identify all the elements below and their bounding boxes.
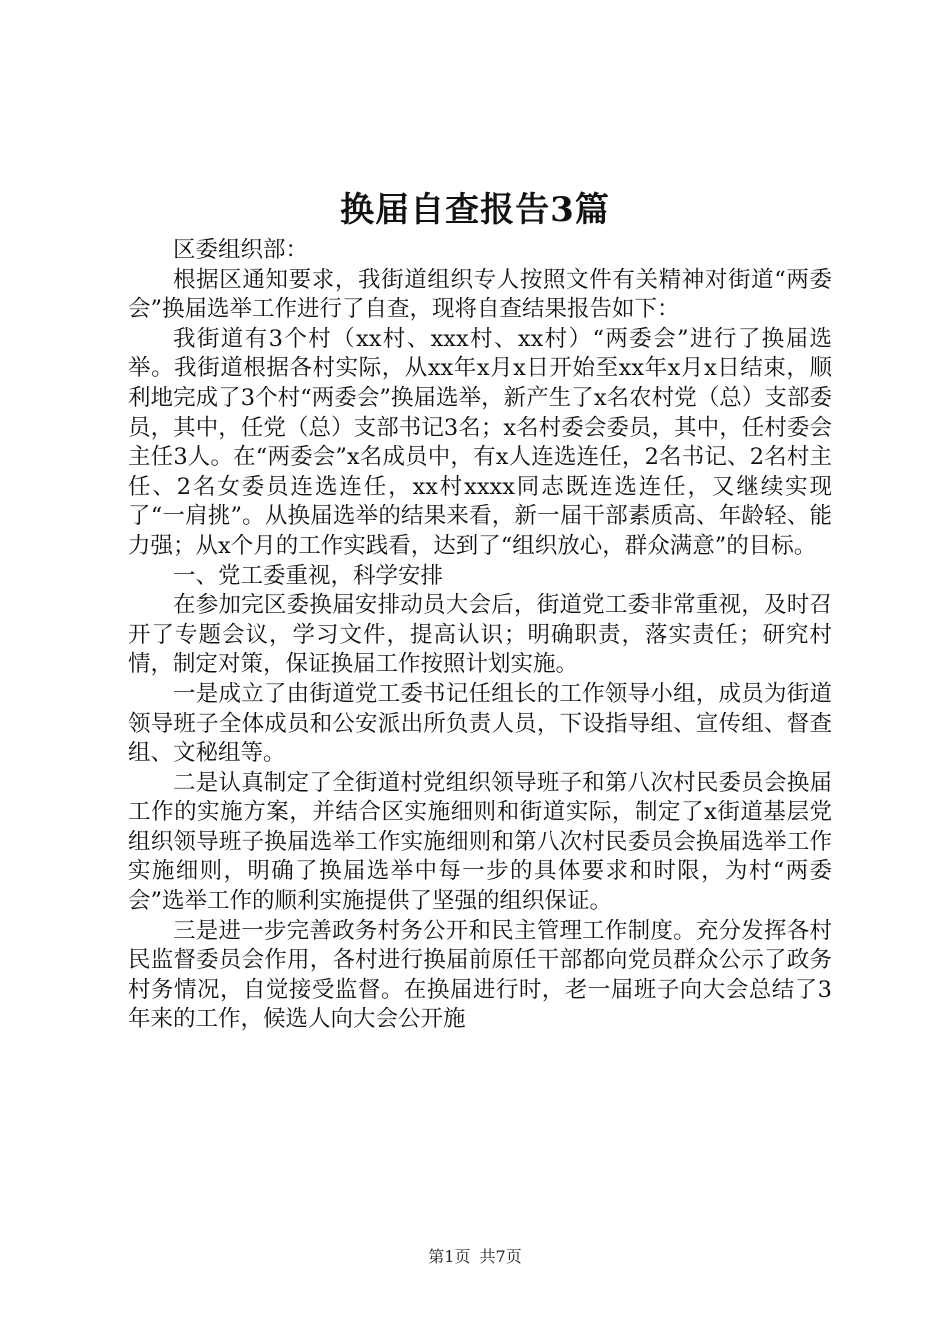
page-footer <box>0 1244 950 1267</box>
document-body <box>128 236 832 1035</box>
page-total: 共7页 <box>479 1247 522 1266</box>
section-heading-1: 一、党工委重视，科学安排 <box>173 562 444 589</box>
document-title: 换届自查报告3篇 <box>340 190 610 230</box>
paragraph-intro: 根据区通知要求，我街道组织专人按照文件有关精神对街道“两委会”换届选举工作进行了自查，现将自查结果报告如下： <box>128 266 832 323</box>
salutation: 区委组织部： <box>173 237 309 263</box>
paragraph-overview: 我街道有3个村（xx村、xxx村、xx村）“两委会”进行了换届选举。我街道根据各村实际，从xx年x月x日开始至xx年x月x日结束，顺利地完成了3个村“两委会”换届选举，新产生了x名农村党（总）支部委员，其中，任党（总）支部书记3名；x名村委会委员，其中，任村委会主任3人。在“两委会”x名成员中，有x人连选连任，2名书记、2名村主任、2名女委员连选连任，xx村xxxx同志既连选连任，又继续实现了“一肩挑”。从换届选举的结果来看，新一届干部素质高、年龄轻、能力强；从x个月的工作实践看，达到了“组织放心，群众满意”的目标。 <box>128 325 832 559</box>
paragraph-item-3: 三是进一步完善政务村务公开和民主管理工作制度。充分发挥各村民监督委员会作用，各村进行换届前原任干部都向党员群众公示了政务村务情况，自觉接受监督。在换届进行时，老一届班子向大会总结了3年来的工作，候选人向大会公开施 <box>128 917 832 1033</box>
paragraph-section-1: 在参加完区委换届安排动员大会后，街道党工委非常重视，及时召开了专题会议，学习文件，提高认识；明确职责，落实责任；研究村情，制定对策，保证换届工作按照计划实施。 <box>128 592 832 678</box>
paragraph-item-1: 一是成立了由街道党工委书记任组长的工作领导小组，成员为街道领导班子全体成员和公安派出所负责人员，下设指导组、宣传组、督查组、文秘组等。 <box>128 680 832 767</box>
paragraph-item-2: 二是认真制定了全街道村党组织领导班子和第八次村民委员会换届工作的实施方案，并结合区实施细则和街道实际，制定了x街道基层党组织领导班子换届选举工作实施细则和第八次村民委员会换届选举工作实施细则，明确了换届选举中每一步的具体要求和时限，为村“两委会”选举工作的顺利实施提供了坚强的组织保证。 <box>128 769 832 915</box>
page-number: 第1页 <box>428 1247 471 1266</box>
